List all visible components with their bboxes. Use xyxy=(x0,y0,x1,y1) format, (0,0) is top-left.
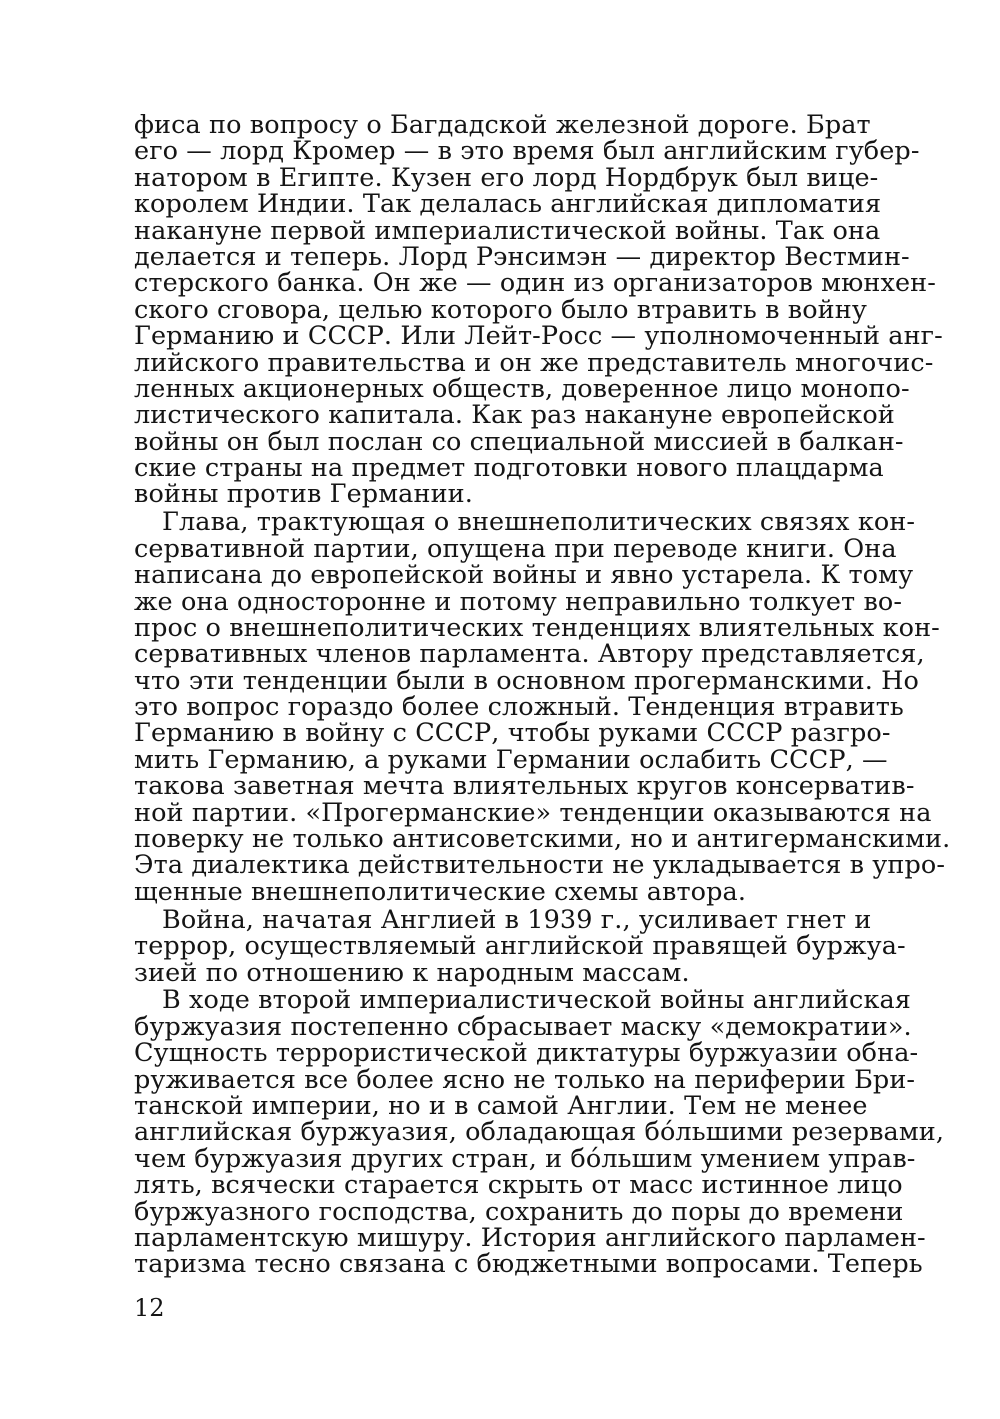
text-line: стерского банка. Он же — один из организаторов мюнхен- xyxy=(134,268,936,299)
text-line: его — лорд Кромер — в это время был английским губер- xyxy=(134,136,920,167)
text-line: зией по отношению к народным массам. xyxy=(134,957,690,988)
paragraph-1 xyxy=(134,110,943,510)
text-line: сервативных членов парламента. Автору представляется, xyxy=(134,639,925,670)
text-line: делается и теперь. Лорд Рэнсимэн — директор Вестмин- xyxy=(134,241,910,272)
text-line: написана до европейской войны и явно устарела. К тому xyxy=(134,560,914,591)
text-line: листического капитала. Как раз накануне европейской xyxy=(134,400,895,431)
text-line: войны против Германии. xyxy=(134,479,473,510)
paragraph-3 xyxy=(134,904,906,988)
text-line: таризма тесно связана с бюджетными вопросами. Теперь xyxy=(134,1249,923,1280)
text-line: войны он был послан со специальной миссией в балкан- xyxy=(134,426,904,457)
text-line: натором в Египте. Кузен его лорд Нордбрук был вице- xyxy=(134,162,879,193)
text-line: поверку не только антисоветскими, но и антигерманскими. xyxy=(134,824,951,855)
text-line: Германию и СССР. Или Лейт-Росс — уполномоченный анг- xyxy=(134,321,943,352)
text-line: прос о внешнеполитических тенденциях влиятельных кон- xyxy=(134,612,940,643)
text-line: ского сговора, целью которого было втравить в войну xyxy=(134,294,867,325)
text-line: Германию в войну с СССР, чтобы руками СССР разгро- xyxy=(134,718,891,749)
text-line: щенные внешнеполитические схемы автора. xyxy=(134,876,747,907)
text-line: фиса по вопросу о Багдадской железной дороге. Брат xyxy=(134,110,871,140)
text-line: В ходе второй империалистической войны английская xyxy=(162,985,911,1016)
paragraph-2 xyxy=(134,507,951,907)
text-line: же она односторонне и потому неправильно толкует во- xyxy=(134,586,903,617)
text-line: это вопрос гораздо более сложный. Тенденция втравить xyxy=(134,692,904,723)
text-line: танской империи, но и в самой Англии. Тем не менее xyxy=(134,1090,868,1121)
text-line: ной партии. «Прогерманские» тенденции оказываются на xyxy=(134,797,932,828)
text-line: ленных акционерных обществ, доверенное лицо монопо- xyxy=(134,373,910,404)
text-line: накануне первой империалистической войны. Так она xyxy=(134,215,881,246)
text-line: руживается все более ясно не только на периферии Бри- xyxy=(134,1064,916,1095)
text-line: Сущность террористической диктатуры буржуазии обна- xyxy=(134,1038,919,1069)
text-line: такова заветная мечта влиятельных кругов консерватив- xyxy=(134,771,915,802)
page-number: 12 xyxy=(134,1294,165,1322)
text-line: мить Германию, а руками Германии ослабить СССР, — xyxy=(134,744,888,775)
text-line: ские страны на предмет подготовки нового плацдарма xyxy=(134,453,884,484)
text-line: сервативной партии, опущена при переводе книги. Она xyxy=(134,533,897,564)
text-line: английская буржуазия, обладающая бо́льшими резервами, xyxy=(134,1117,945,1148)
text-line: Война, начатая Англией в 1939 г., усиливает гнет и xyxy=(162,904,872,935)
text-line: лийского правительства и он же представитель многочис- xyxy=(134,347,934,378)
text-line: буржуазия постепенно сбрасывает маску «демократии». xyxy=(134,1011,912,1042)
paragraph-4 xyxy=(134,985,945,1280)
text-line: Глава, трактующая о внешнеполитических связях кон- xyxy=(162,507,916,538)
text-line: Эта диалектика действительности не укладывается в упро- xyxy=(134,850,946,881)
text-line: террор, осуществляемый английской правящей буржуа- xyxy=(134,931,906,962)
text-line: лять, всячески старается скрыть от масс истинное лицо xyxy=(134,1170,903,1201)
text-line: буржуазного господства, сохранить до поры до времени xyxy=(134,1196,904,1227)
page-body xyxy=(134,110,951,1280)
text-line: королем Индии. Так делалась английская дипломатия xyxy=(134,189,882,220)
text-line: парламентскую мишуру. История английского парламен- xyxy=(134,1222,926,1253)
text-line: что эти тенденции были в основном прогерманскими. Но xyxy=(134,665,919,696)
text-line: чем буржуазия других стран, и бо́льшим умением управ- xyxy=(134,1143,916,1174)
